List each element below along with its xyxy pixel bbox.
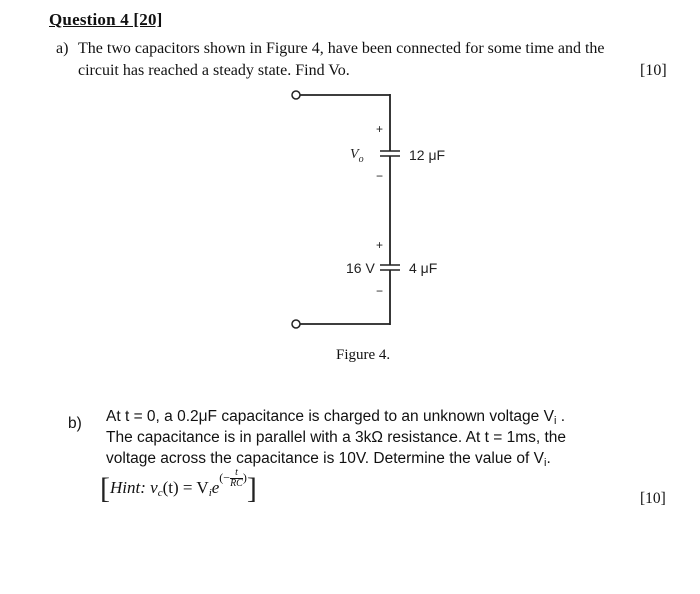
cap-top-value: 12 μF [409,147,446,163]
part-b-text-line-1: At t = 0, a 0.2μF capacitance is charged to an unknown voltage $V_i$ . [106,408,566,427]
cap-top-plus: + [376,122,384,136]
cap-bottom-voltage-label: 16 V [346,260,375,276]
cap-top-minus: − [376,169,384,183]
figure-caption: Figure 4. [336,347,391,363]
part-b-marks: [10] [640,490,666,507]
part-a-label: a) [56,40,69,57]
part-a-text-line-1: The two capacitors shown in Figure 4, have been connected for some time and the [78,40,605,57]
cap-top-voltage-label: $V_o$ [350,147,364,165]
cap-bottom-plus: + [376,238,384,252]
question-title: Question 4 [20] [49,10,163,29]
top-terminal [292,91,300,99]
part-b-text-line-2: The capacitance is in parallel with a 3kΩ resistance. At t = 1ms, the [106,429,567,446]
part-a-marks: [10] [640,62,667,79]
part-b-text-line-3: voltage across the capacitance is 10V. Determine the value of $V_i$. [106,450,551,469]
part-b-label: b) [68,415,82,432]
bottom-terminal [292,320,300,328]
cap-bottom-value: 4 μF [409,260,438,276]
cap-bottom-minus: − [376,284,384,298]
hint-formula: [Hint: $v_c(t) = V_ie(-$ $\frac{t}{RC}$ )] [100,466,257,505]
part-a-text-line-2: circuit has reached a steady state. Find Vo. [78,62,350,79]
